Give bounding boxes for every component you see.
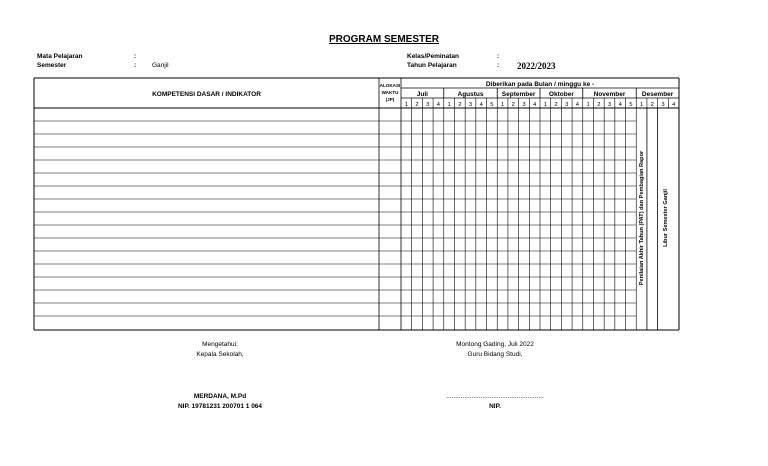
- week-number: 1: [404, 102, 408, 108]
- week-number: 2: [511, 102, 515, 108]
- holiday-note: Libur Semester Ganjil: [663, 189, 669, 247]
- week-number: 1: [447, 102, 451, 108]
- week-number: 5: [490, 102, 494, 108]
- month-label: November: [593, 91, 626, 98]
- week-number: 3: [468, 102, 473, 108]
- month-label: September: [501, 91, 536, 98]
- week-number: 3: [522, 102, 526, 108]
- teacher-signature-line: ......................................................: [446, 393, 544, 400]
- year-colon: :: [497, 62, 500, 69]
- sign-right-line2: Guru Bidang Studi,: [467, 351, 523, 358]
- week-number: 2: [554, 102, 558, 108]
- month-label: Oktober: [548, 91, 574, 98]
- alloc-header-line1: ALOKASI: [379, 83, 401, 88]
- month-label: Agustus: [457, 91, 484, 98]
- alloc-header-line3: (JP): [385, 97, 395, 102]
- week-number: 3: [661, 102, 665, 108]
- week-number: 1: [500, 102, 505, 108]
- week-number: 4: [672, 102, 676, 108]
- subject-colon: :: [134, 53, 137, 60]
- month-label: Desember: [641, 91, 674, 98]
- week-number: 4: [575, 102, 580, 108]
- week-number: 2: [415, 102, 419, 108]
- week-number: 2: [458, 102, 462, 108]
- week-number: 4: [533, 102, 537, 108]
- class-label: Kelas/Peminatan: [407, 53, 460, 60]
- week-number: 4: [618, 102, 622, 108]
- month-label: Juli: [416, 91, 428, 98]
- week-number: 2: [597, 102, 601, 108]
- sign-right-line1: Montong Gading, Juli 2022: [456, 341, 534, 348]
- subject-label: Mata Pelajaran: [37, 53, 83, 60]
- months-header: Diberikan pada Bulan / minggu ke -: [485, 81, 595, 88]
- semester-value: Ganjil: [152, 62, 169, 69]
- year-value: 2022/2023: [517, 61, 556, 71]
- week-number: 3: [607, 102, 612, 108]
- week-number: 3: [565, 102, 569, 108]
- sign-left-line1: Mengetahui;: [202, 341, 238, 348]
- kd-header: KOMPETENSI DASAR / INDIKATOR: [152, 91, 261, 98]
- sign-left-line2: Kepala Sekolah,: [196, 351, 244, 358]
- year-label: Tahun Pelajaran: [407, 62, 457, 69]
- week-number: 4: [436, 102, 441, 108]
- week-number: 1: [639, 102, 644, 108]
- week-number: 5: [629, 102, 633, 108]
- week-number: 2: [650, 102, 654, 108]
- principal-name: MERDANA, M.Pd: [193, 393, 247, 400]
- page-title: PROGRAM SEMESTER: [328, 34, 439, 45]
- alloc-header-line2: WAKTU: [381, 90, 399, 95]
- semester-colon: :: [134, 62, 137, 69]
- teacher-nip: NIP.: [489, 403, 501, 410]
- principal-nip: NIP. 19781231 200701 1 064: [177, 403, 263, 410]
- week-number: 3: [426, 102, 430, 108]
- semester-label: Semester: [37, 62, 67, 69]
- week-number: 4: [479, 102, 483, 108]
- week-number: 1: [586, 102, 590, 108]
- class-colon: :: [497, 53, 500, 60]
- pat-note: Penilaian Akhir Tahun (PAT) dan Pembagian Rapor: [639, 150, 645, 286]
- week-number: 1: [543, 102, 547, 108]
